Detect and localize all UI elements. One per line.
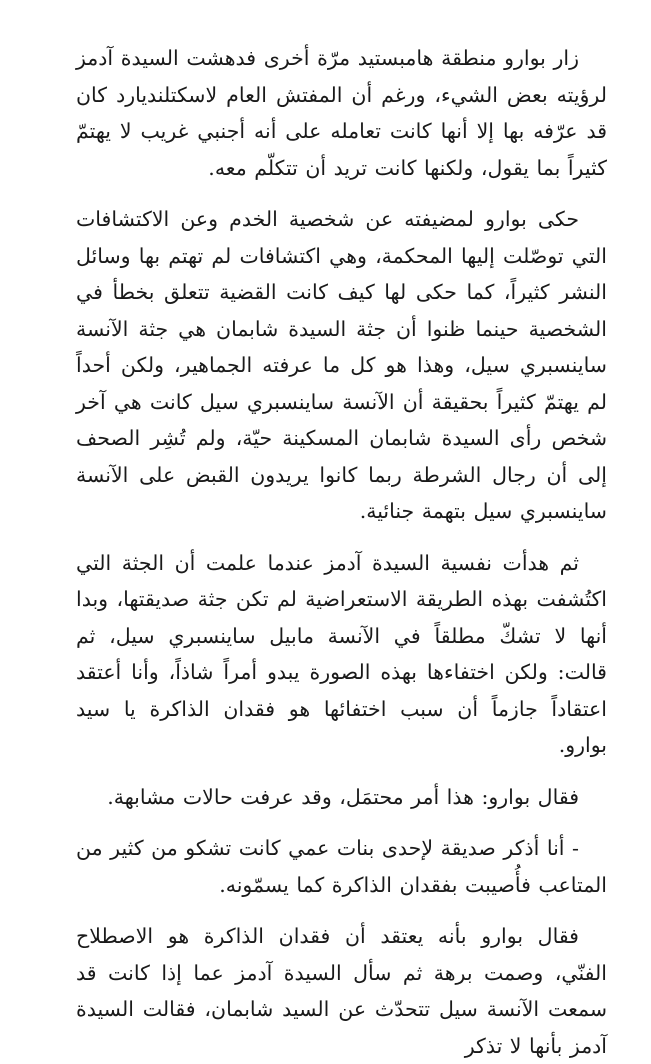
paragraph-dialogue-memory: - أنا أذكر صديقة لإحدى بنات عمي كانت تشكو من كثير من المتاعب فأُصيبت بفقدان الذاكرة كما يسمّونه.: [76, 836, 607, 897]
paragraph-mrs-adams-relief: ثم هدأت نفسية السيدة آدمز عندما علمت أن الجثة التي اكتُشفت بهذه الطريقة الاستعراضية لم تكن جثة صديقتها، وبدا أنها لا تشكّ مطلقاً في الآنسة مابيل ساينسبري سيل، ثم قالت: ولكن اختفاءها بهذه الصورة يبدو أمراً شاذاً، وأنا أعتقد اعتقاداً جازماً أن سبب اختفائها هو فقدان الذاكرة يا سيد بوارو.: [76, 550, 607, 757]
paragraph-poirot-reply: فقال بوارو: هذا أمر محتمَل، وقد عرفت حالات مشابهة.: [107, 784, 579, 809]
paragraph-amnesia-term: فقال بوارو بأنه يعتقد أن فقدان الذاكرة هو الاصطلاح الفنّي، وصمت برهة ثم سأل السيدة آدمز عما إذا كانت قد سمعت الآنسة سيل تتحدّث عن السيد شابمان، فقالت السيدة آدمز بأنها لا تذكر: [76, 924, 607, 1058]
paragraph-poirot-visit: زار بوارو منطقة هامبستيد مرّة أخرى فدهشت السيدة آدمز لرؤيته بعض الشيء، ورغم أن المفتش العام لاسكتلنديارد كان قد عرّفه بها إلا أنها كانت تعامله على أنه أجنبي غريب لا يهتمّ كثيراً بما يقول، ولكنها كانت تريد أن تتكلّم معه.: [76, 46, 607, 180]
paragraph-court-findings: حكى بوارو لمضيفته عن شخصية الخدم وعن الاكتشافات التي توصّلت إليها المحكمة، وهي اكتشافات لم تهتم بها وسائل النشر كثيراً، كما حكى لها كيف كانت القضية تتعلق بخطأ في الشخصية حينما ظنوا أن جثة السيدة شابمان هي جثة الآنسة ساينسبري سيل، وهذا هو كل ما عرفته الجماهير، ولكن أحداً لم يهتمّ كثيراً بحقيقة أن الآنسة ساينسبري سيل كانت هي آخر شخص رأى السيدة شابمان المسكينة حيّة، ولم تُشِر الصحف إلى أن رجال الشرطة ربما كانوا يريدون القبض على الآنسة ساينسبري سيل بتهمة جنائية.: [76, 207, 607, 523]
book-page: [76, 40, 607, 1064]
